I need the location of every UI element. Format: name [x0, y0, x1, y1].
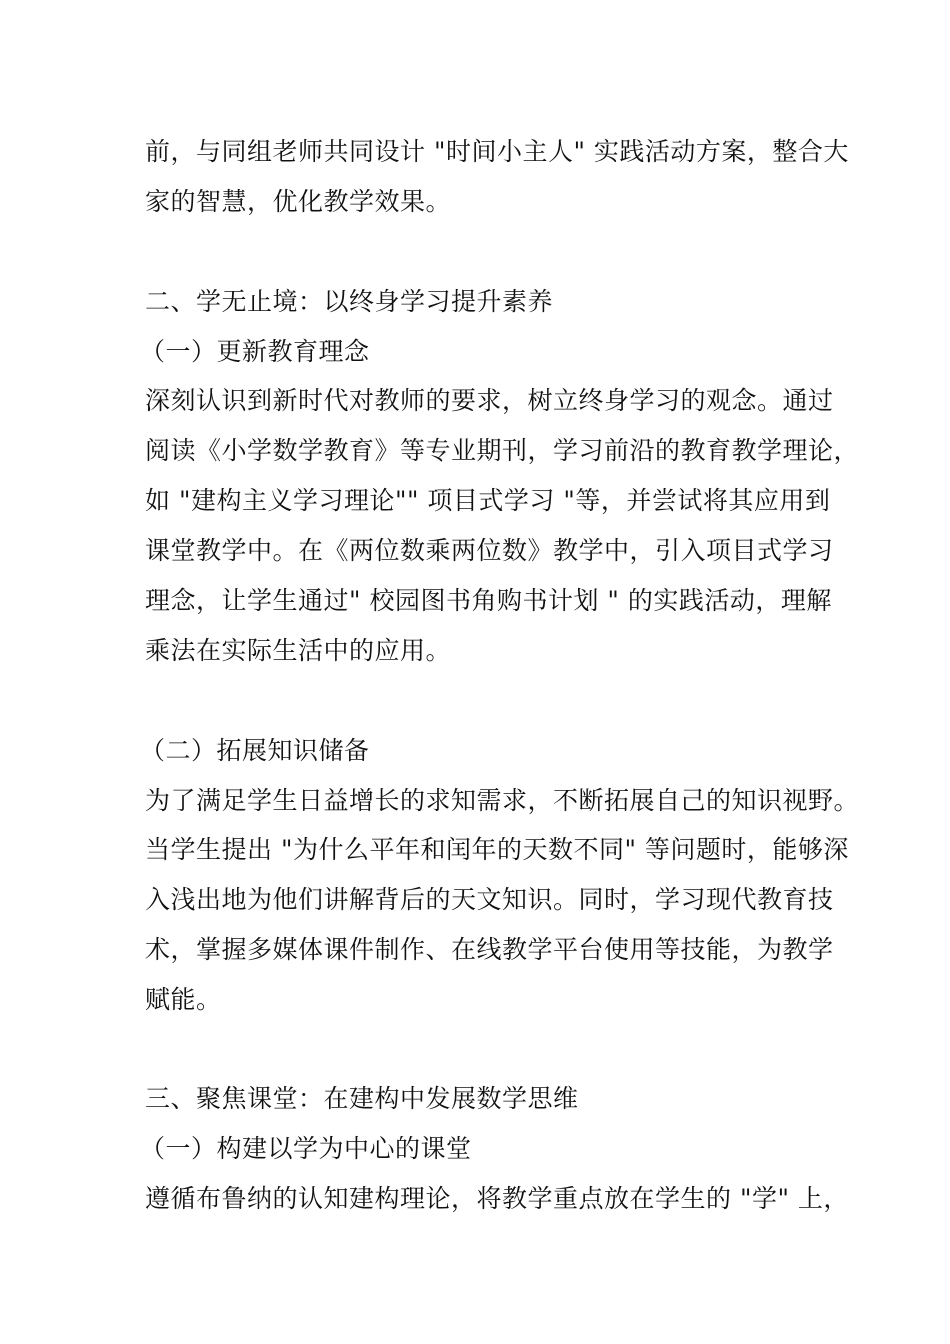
paragraph-line: 术，掌握多媒体课件制作、在线教学平台使用等技能，为教学	[145, 935, 834, 964]
paragraph-line: 乘法在实际生活中的应用。	[145, 636, 452, 665]
paragraph-line: 入浅出地为他们讲解背后的天文知识。同时，学习现代教育技	[145, 885, 834, 914]
subsection-heading: （一）更新教育理念	[140, 337, 370, 366]
paragraph-line: 如 "建构主义学习理论"" 项目式学习 "等，并尝试将其应用到	[145, 486, 831, 515]
paragraph-line: 深刻认识到新时代对教师的要求，树立终身学习的观念。通过	[145, 386, 834, 415]
paragraph-line: 理念，让学生通过" 校园图书角购书计划 " 的实践活动，理解	[145, 586, 832, 615]
paragraph-line: 赋能。	[145, 985, 222, 1014]
subsection-heading: （一）构建以学为中心的课堂	[140, 1134, 472, 1163]
section-heading: 二、学无止境：以终身学习提升素养	[145, 287, 554, 316]
paragraph-line: 遵循布鲁纳的认知建构理论，将教学重点放在学生的 "学" 上，	[145, 1184, 849, 1213]
paragraph-line: 家的智慧，优化教学效果。	[145, 187, 452, 216]
section-heading: 三、聚焦课堂：在建构中发展数学思维	[145, 1084, 579, 1113]
subsection-heading: （二）拓展知识储备	[140, 736, 370, 765]
paragraph-line: 课堂教学中。在《两位数乘两位数》教学中，引入项目式学习	[145, 536, 834, 565]
paragraph-line: 阅读《小学数学教育》等专业期刊，学习前沿的教育教学理论，	[145, 436, 860, 465]
paragraph-line: 前，与同组老师共同设计 "时间小主人" 实践活动方案，整合大	[145, 137, 849, 166]
paragraph-line: 为了满足学生日益增长的求知需求，不断拓展自己的知识视野。	[145, 786, 860, 815]
paragraph-line: 当学生提出 "为什么平年和闰年的天数不同" 等问题时，能够深	[145, 835, 849, 864]
